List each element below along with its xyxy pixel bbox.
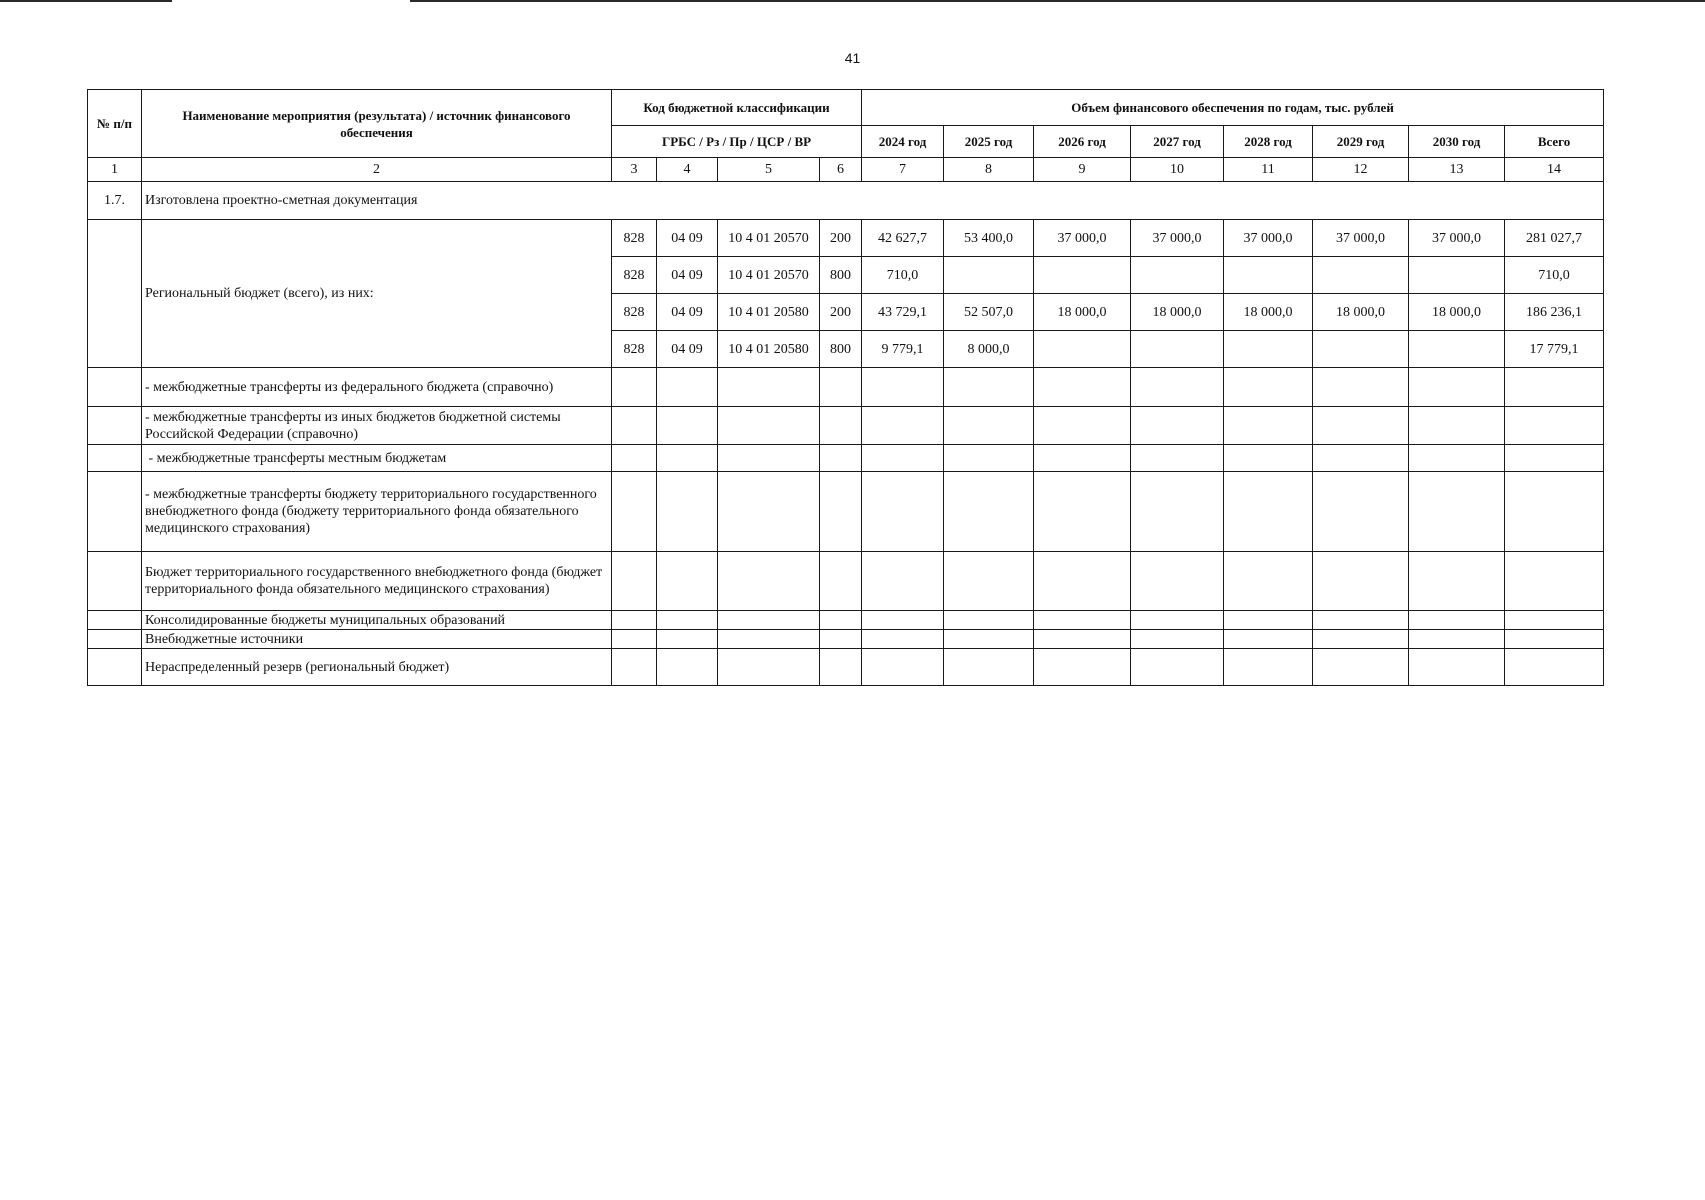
header-no: № п/п [88, 90, 142, 158]
column-number: 12 [1313, 158, 1409, 182]
value-cell: 43 729,1 [862, 294, 944, 331]
value-cell: 37 000,0 [1313, 220, 1409, 257]
total-cell: 710,0 [1505, 257, 1604, 294]
empty-cell [1034, 368, 1131, 407]
header-year: 2028 год [1224, 126, 1313, 158]
empty-cell [820, 445, 862, 472]
empty-cell [1409, 630, 1505, 649]
empty-cell [1313, 472, 1409, 552]
value-cell: 53 400,0 [944, 220, 1034, 257]
empty-cell [1131, 445, 1224, 472]
row-number-cell [88, 445, 142, 472]
header-year: 2030 год [1409, 126, 1505, 158]
empty-cell [820, 611, 862, 630]
grbs-cell: 828 [612, 257, 657, 294]
empty-cell [944, 445, 1034, 472]
header-total: Всего [1505, 126, 1604, 158]
empty-cell [820, 472, 862, 552]
empty-cell [944, 407, 1034, 445]
empty-cell [862, 445, 944, 472]
grbs-cell: 828 [612, 220, 657, 257]
empty-cell [718, 472, 820, 552]
table-row [88, 407, 1604, 445]
empty-cell [718, 407, 820, 445]
column-number: 5 [718, 158, 820, 182]
empty-cell [1131, 649, 1224, 686]
empty-cell [612, 407, 657, 445]
value-cell [1409, 257, 1505, 294]
empty-cell [657, 552, 718, 611]
empty-cell [1224, 445, 1313, 472]
value-cell [944, 257, 1034, 294]
table-row [88, 552, 1604, 611]
empty-cell [718, 630, 820, 649]
csr-cell: 10 4 01 20580 [718, 331, 820, 368]
scan-edge-line-left [0, 0, 172, 2]
column-number-row [88, 158, 1604, 182]
empty-cell [1034, 445, 1131, 472]
row-number-cell [88, 611, 142, 630]
section-row [88, 182, 1604, 220]
empty-cell [1034, 611, 1131, 630]
empty-cell [718, 368, 820, 407]
row-label: Консолидированные бюджеты муниципальных образований [142, 611, 612, 630]
section-title: Изготовлена проектно-сметная документация [142, 182, 1604, 220]
empty-cell [612, 630, 657, 649]
empty-cell [820, 630, 862, 649]
regional-budget-label: Региональный бюджет (всего), из них: [142, 220, 612, 368]
column-number: 14 [1505, 158, 1604, 182]
value-cell: 9 779,1 [862, 331, 944, 368]
empty-cell [1313, 649, 1409, 686]
row-number-cell [88, 552, 142, 611]
empty-cell [718, 649, 820, 686]
rz-pr-cell: 04 09 [657, 257, 718, 294]
empty-cell [1505, 611, 1604, 630]
empty-cell [612, 445, 657, 472]
empty-cell [1409, 552, 1505, 611]
empty-cell [820, 368, 862, 407]
empty-cell [657, 649, 718, 686]
table-row [88, 472, 1604, 552]
empty-cell [1224, 552, 1313, 611]
row-number-cell [88, 472, 142, 552]
empty-cell [944, 368, 1034, 407]
empty-cell [1409, 368, 1505, 407]
empty-cell [718, 445, 820, 472]
empty-cell [862, 649, 944, 686]
vr-cell: 800 [820, 331, 862, 368]
empty-cell [862, 472, 944, 552]
empty-cell [1224, 649, 1313, 686]
table-row [88, 445, 1604, 472]
empty-cell [1313, 368, 1409, 407]
value-cell: 8 000,0 [944, 331, 1034, 368]
empty-cell [944, 649, 1034, 686]
value-cell [1313, 257, 1409, 294]
empty-cell [1505, 630, 1604, 649]
csr-cell: 10 4 01 20570 [718, 220, 820, 257]
rz-pr-cell: 04 09 [657, 220, 718, 257]
empty-cell [657, 630, 718, 649]
value-cell: 52 507,0 [944, 294, 1034, 331]
empty-cell [1224, 630, 1313, 649]
empty-cell [718, 611, 820, 630]
empty-cell [1505, 649, 1604, 686]
empty-cell [1224, 611, 1313, 630]
value-cell: 18 000,0 [1131, 294, 1224, 331]
empty-cell [862, 407, 944, 445]
row-number-cell [88, 220, 142, 368]
empty-cell [612, 472, 657, 552]
empty-cell [1505, 472, 1604, 552]
column-number: 9 [1034, 158, 1131, 182]
vr-cell: 200 [820, 294, 862, 331]
empty-cell [1224, 472, 1313, 552]
empty-cell [1409, 445, 1505, 472]
empty-cell [1313, 611, 1409, 630]
empty-cell [1313, 407, 1409, 445]
column-number: 10 [1131, 158, 1224, 182]
header-code-sub: ГРБС / Рз / Пр / ЦСР / ВР [612, 126, 862, 158]
header-year: 2024 год [862, 126, 944, 158]
empty-cell [862, 368, 944, 407]
empty-cell [612, 649, 657, 686]
empty-cell [1409, 472, 1505, 552]
empty-cell [1034, 472, 1131, 552]
value-cell: 18 000,0 [1313, 294, 1409, 331]
value-cell: 18 000,0 [1224, 294, 1313, 331]
table-row [88, 220, 1604, 257]
empty-cell [862, 611, 944, 630]
empty-cell [1034, 630, 1131, 649]
section-number: 1.7. [88, 182, 142, 220]
empty-cell [1131, 611, 1224, 630]
csr-cell: 10 4 01 20570 [718, 257, 820, 294]
value-cell [1131, 331, 1224, 368]
header-year: 2026 год [1034, 126, 1131, 158]
rz-pr-cell: 04 09 [657, 294, 718, 331]
empty-cell [1505, 445, 1604, 472]
column-number: 3 [612, 158, 657, 182]
header-year: 2027 год [1131, 126, 1224, 158]
empty-cell [657, 368, 718, 407]
budget-table [87, 89, 1604, 686]
rz-pr-cell: 04 09 [657, 331, 718, 368]
column-number: 13 [1409, 158, 1505, 182]
value-cell [1131, 257, 1224, 294]
row-label: Внебюджетные источники [142, 630, 612, 649]
row-label-reserve: Нераспределенный резерв (региональный бюджет) [142, 649, 612, 686]
csr-cell: 10 4 01 20580 [718, 294, 820, 331]
row-label: - межбюджетные трансферты из иных бюджетов бюджетной системы Российской Федерации (справочно) [142, 407, 612, 445]
empty-cell [612, 368, 657, 407]
empty-cell [820, 407, 862, 445]
row-number-cell [88, 630, 142, 649]
value-cell [1313, 331, 1409, 368]
vr-cell: 800 [820, 257, 862, 294]
row-number-cell [88, 649, 142, 686]
table-row [88, 649, 1604, 686]
value-cell [1224, 257, 1313, 294]
empty-cell [1034, 407, 1131, 445]
value-cell: 18 000,0 [1034, 294, 1131, 331]
column-number: 2 [142, 158, 612, 182]
header-name: Наименование мероприятия (результата) / источник финансового обеспечения [142, 90, 612, 158]
value-cell: 42 627,7 [862, 220, 944, 257]
empty-cell [1313, 630, 1409, 649]
column-number: 7 [862, 158, 944, 182]
empty-cell [820, 649, 862, 686]
empty-cell [862, 552, 944, 611]
grbs-cell: 828 [612, 331, 657, 368]
empty-cell [1131, 472, 1224, 552]
value-cell [1224, 331, 1313, 368]
empty-cell [944, 630, 1034, 649]
empty-cell [718, 552, 820, 611]
empty-cell [657, 445, 718, 472]
empty-cell [1505, 552, 1604, 611]
row-label: - межбюджетные трансферты бюджету территориального государственного внебюджетного фонда (бюджету территориального фонда обязательного медицинского страхования) [142, 472, 612, 552]
header-year: 2029 год [1313, 126, 1409, 158]
empty-cell [1131, 407, 1224, 445]
value-cell: 37 000,0 [1224, 220, 1313, 257]
column-number: 11 [1224, 158, 1313, 182]
empty-cell [1505, 368, 1604, 407]
header-code: Код бюджетной классификации [612, 90, 862, 126]
value-cell: 37 000,0 [1034, 220, 1131, 257]
column-number: 8 [944, 158, 1034, 182]
empty-cell [1034, 552, 1131, 611]
empty-cell [1224, 407, 1313, 445]
empty-cell [1409, 649, 1505, 686]
total-cell: 186 236,1 [1505, 294, 1604, 331]
value-cell: 37 000,0 [1131, 220, 1224, 257]
table-row [88, 630, 1604, 649]
empty-cell [1034, 649, 1131, 686]
empty-cell [657, 611, 718, 630]
empty-cell [944, 472, 1034, 552]
row-number-cell [88, 407, 142, 445]
total-cell: 281 027,7 [1505, 220, 1604, 257]
value-cell: 18 000,0 [1409, 294, 1505, 331]
empty-cell [657, 407, 718, 445]
value-cell: 710,0 [862, 257, 944, 294]
empty-cell [1224, 368, 1313, 407]
header-volume: Объем финансового обеспечения по годам, тыс. рублей [862, 90, 1604, 126]
empty-cell [1409, 407, 1505, 445]
row-number-cell [88, 368, 142, 407]
value-cell [1034, 257, 1131, 294]
empty-cell [657, 472, 718, 552]
empty-cell [1131, 368, 1224, 407]
grbs-cell: 828 [612, 294, 657, 331]
row-label: - межбюджетные трансферты из федерального бюджета (справочно) [142, 368, 612, 407]
value-cell: 37 000,0 [1409, 220, 1505, 257]
total-cell: 17 779,1 [1505, 331, 1604, 368]
column-number: 1 [88, 158, 142, 182]
table-row [88, 368, 1604, 407]
row-label: - межбюджетные трансферты местным бюджетам [142, 445, 612, 472]
empty-cell [820, 552, 862, 611]
header-year: 2025 год [944, 126, 1034, 158]
empty-cell [944, 611, 1034, 630]
empty-cell [612, 552, 657, 611]
empty-cell [944, 552, 1034, 611]
column-number: 4 [657, 158, 718, 182]
empty-cell [1409, 611, 1505, 630]
value-cell [1034, 331, 1131, 368]
empty-cell [1131, 630, 1224, 649]
table-row [88, 611, 1604, 630]
header-row [88, 90, 1604, 126]
row-label: Бюджет территориального государственного внебюджетного фонда (бюджет территориального фонда обязательного медицинского страхования) [142, 552, 612, 611]
empty-cell [1313, 445, 1409, 472]
empty-cell [862, 630, 944, 649]
page-number: 41 [844, 50, 861, 66]
empty-cell [1131, 552, 1224, 611]
empty-cell [1313, 552, 1409, 611]
vr-cell: 200 [820, 220, 862, 257]
scan-edge-line-right [410, 0, 1705, 2]
empty-cell [1505, 407, 1604, 445]
value-cell [1409, 331, 1505, 368]
empty-cell [612, 611, 657, 630]
column-number: 6 [820, 158, 862, 182]
